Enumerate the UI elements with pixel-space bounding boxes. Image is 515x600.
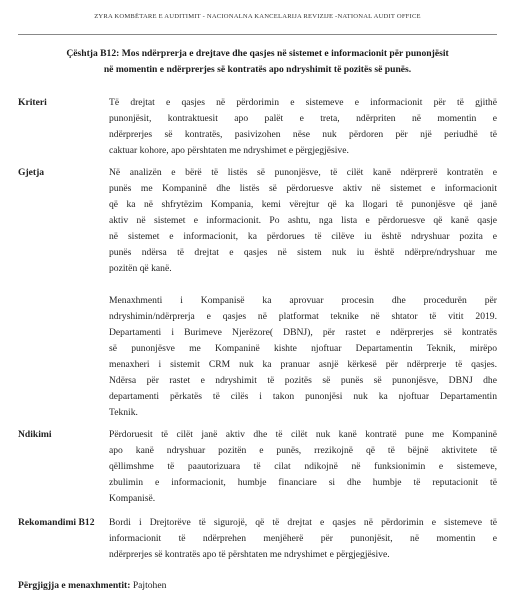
impact-text — [109, 427, 497, 507]
finding-line: në sistemet e informacionit, ka përdorues të cilëve iu është ndryshuar pozita e — [109, 231, 497, 242]
recommendation-label: Rekomandimi B12 — [18, 517, 95, 528]
management-response-value: Pajtohen — [130, 580, 167, 591]
criteria-line: punonjësit, kontraktuesit apo palët e treta, ndërpriten në momentin e — [109, 113, 497, 124]
impact-line: zbulimin e informacionit, humbje financiare si dhe humbje të reputacionit të — [109, 477, 497, 488]
criteria-line: Të drejtat e qasjes në përdorimin e sistemeve e informacionit për të gjithë — [109, 97, 497, 108]
finding-line: pozitën që kanë. — [109, 263, 172, 274]
criteria-label: Kriteri — [18, 97, 47, 108]
impact-line: Kompanisë. — [109, 493, 156, 504]
finding-paragraph-1 — [109, 165, 497, 277]
finding-line: departamenti përkatës të cilës i takon punonjësi nuk ka njoftuar Departamentin — [109, 391, 497, 402]
criteria-text — [109, 95, 497, 159]
finding-line: aktiv në sistemet e informacionit. Po ashtu, nga lista e përdoruesve që kanë qasje — [109, 215, 497, 226]
impact-line: qëllimshme të paautorizuara të cilat ndikojnë në funksionimin e sistemeve, — [109, 461, 497, 472]
issue-title — [18, 46, 497, 78]
recommendation-line: informacionit të ndërprehen menjëherë për punonjësit, në momentin e — [109, 533, 497, 544]
finding-line: Departamenti i Burimeve Njerëzore( DBNJ), për rastet e ndërprerjes së kontratës — [109, 327, 497, 338]
finding-label: Gjetja — [18, 167, 45, 178]
recommendation-line: ndërprerjes së kontratës apo të përshtaten me ndryshimet e përgjegjësive. — [109, 549, 390, 560]
header-divider — [18, 34, 497, 35]
issue-title-line-2: në momentin e ndërprerjes së kontratës apo ndryshimit të pozitës së punës. — [103, 64, 412, 75]
impact-label: Ndikimi — [18, 429, 52, 440]
finding-line: ndryshimin/ndërprerja e qasjes në platformat teknike në shtator të vitit 2019. — [109, 311, 497, 322]
finding-line: Në analizën e bërë të listës së punonjësve, të cilët kanë ndërprerë kontratën e — [109, 167, 497, 178]
finding-line: që ka në shfrytëzim Kompania, kemi vërejtur që ka llogari të punonjësve që janë — [109, 199, 497, 210]
finding-line: menaxheri i sistemit CRM nuk ka pranuar asnjë kërkesë për ndërprerje të qasjes. — [109, 359, 497, 370]
recommendation-line: Bordi i Drejtorëve të sigurojë, që të drejtat e qasjes në përdorimin e sistemeve të — [109, 517, 497, 528]
finding-line: Menaxhmenti i Kompanisë ka aprovuar procesin dhe procedurën për — [109, 295, 497, 306]
criteria-line: caktuar kohore, apo përshtaten me ndryshimet e përgjegjësive. — [109, 145, 349, 156]
impact-line: Përdoruesit të cilët janë aktiv dhe të cilët nuk kanë kontratë pune me Kompaninë — [109, 429, 497, 440]
finding-line: punës ndërsa të drejtat e qasjes në sistem nuk iu është ndërpre/ndryshuar me — [109, 247, 497, 258]
recommendation-text — [109, 515, 497, 563]
page-header: ZYRA KOMBËTARE E AUDITIMIT - NACIONALNA KANCELARIJA REVIZIJE -NATIONAL AUDIT OFFICE — [94, 13, 421, 20]
impact-line: apo kanë ndryshuar pozitën e punës, rrezikojnë që të bëjnë aktivitete të — [109, 445, 497, 456]
issue-title-line-1: Çështja B12: Mos ndërprerja e drejtave dhe qasjes në sistemet e informacionit për punonjësit — [66, 48, 449, 59]
management-response-label: Përgjigjja e menaxhmentit: — [18, 580, 131, 591]
finding-line: punës me Kompaninë dhe listës së përdoruesve aktiv në sistemet e informacionit — [109, 183, 497, 194]
finding-line: Ndërsa për rastet e ndryshimit të pozitës së punës së punonjësve, DBNJ dhe — [109, 375, 497, 386]
finding-paragraph-2 — [109, 293, 497, 421]
finding-line: së punonjësve me Kompaninë kishte njoftuar Departamentin Teknik, mirëpo — [109, 343, 497, 354]
finding-line: Teknik. — [109, 407, 138, 418]
management-response — [18, 580, 166, 591]
criteria-line: ndërprerjes së kontratës, pasivizohen nëse nuk përdoren për një periudhë të — [109, 129, 497, 140]
